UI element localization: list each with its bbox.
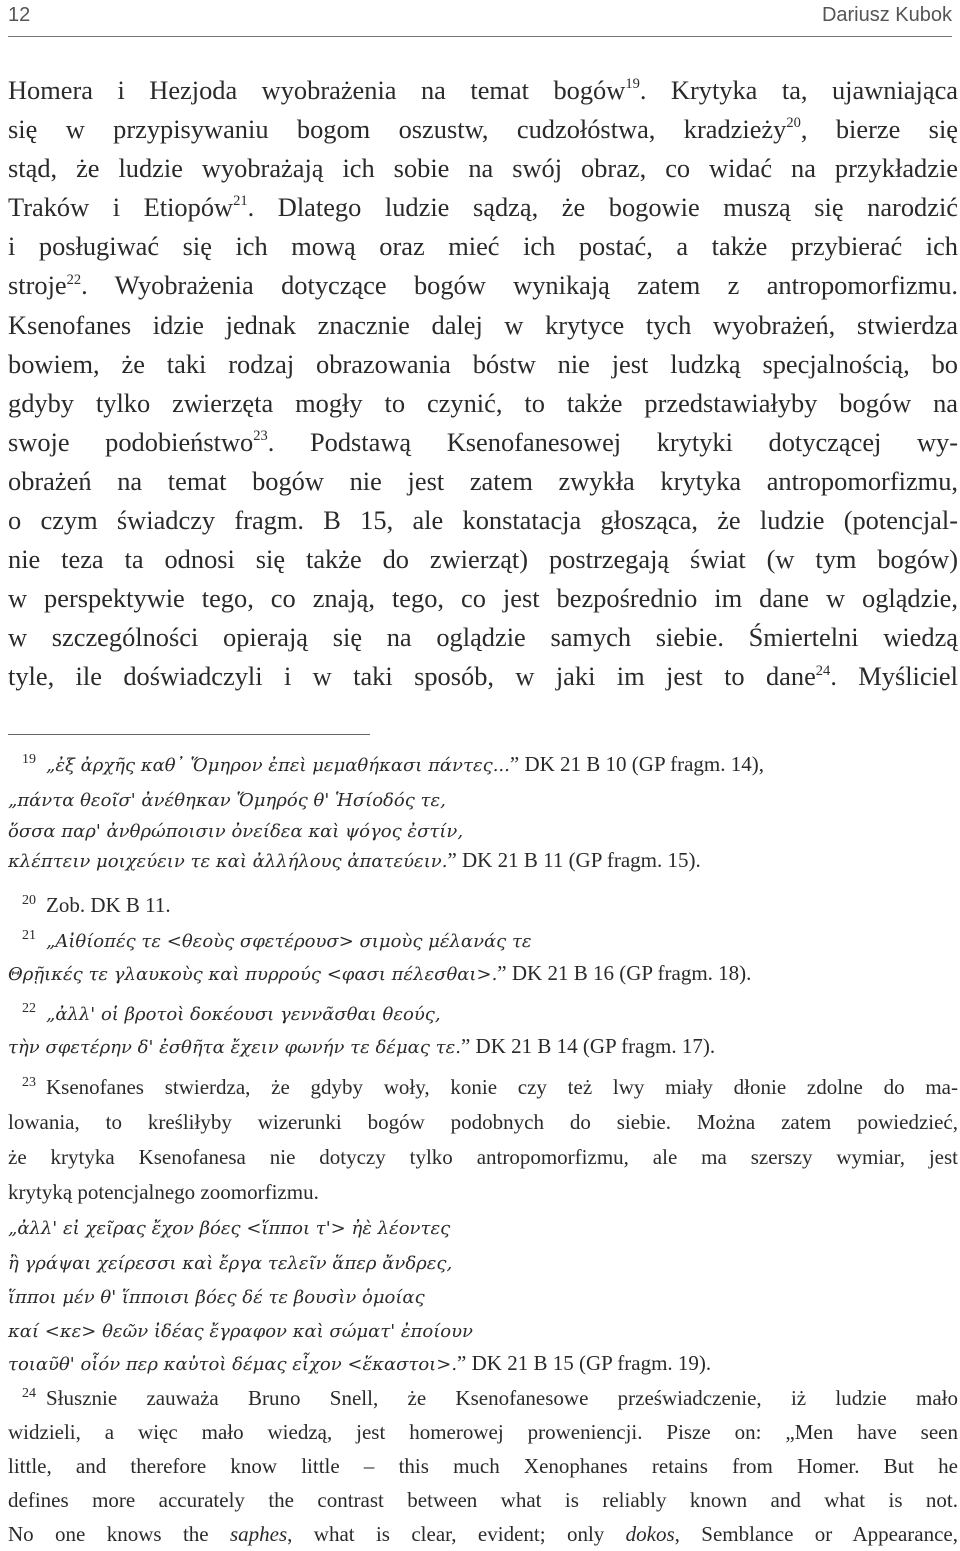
footnote-line bbox=[8, 1250, 452, 1275]
footnote-ref[interactable]: 22 bbox=[66, 271, 82, 288]
footnote-ref[interactable]: 24 bbox=[815, 662, 831, 679]
footnote-number: 23 bbox=[22, 1075, 36, 1091]
footnote-line bbox=[8, 1318, 473, 1343]
footnote-ref[interactable]: 23 bbox=[253, 427, 268, 444]
page-number: 12 bbox=[8, 4, 31, 26]
footnote-line: 24 Słusznie zauważa Bruno Snell, że Ksenofanesowe przeświadczenie, iż ludzie mało bbox=[22, 1386, 958, 1410]
greek-quote: „ἀλλ' εἰ χεῖρας ἔχον βόες <ἵπποι τ'> ἠὲ λέοντες bbox=[8, 1218, 451, 1239]
footnote-line: κλέπτειν μοιχεύειν τε καὶ ἀλλήλους ἀπατεύειν.” DK 21 B 11 (GP fragm. 15). bbox=[8, 848, 701, 872]
greek-quote: τὴν σφετέρην δ' ἐσθῆτα ἔχειν φωνήν τε δέμας τε. bbox=[8, 1037, 461, 1058]
footnote-number: 24 bbox=[22, 1386, 36, 1402]
running-head-author: Dariusz Kubok bbox=[821, 4, 952, 26]
greek-quote: καί <κε> θεῶν ἰδέας ἔγραφον καὶ σώματ' ἐποίουν bbox=[8, 1321, 473, 1342]
greek-quote: „Αἰθίοπές τε <θεοὺς σφετέρουσ> σιμοὺς μέλανάς τε bbox=[46, 931, 532, 952]
body-line: swoje podobieństwo$^{23}$. Podstawą Ksenofanesowej krytyki dotyczącej wy- bbox=[8, 426, 959, 457]
greek-quote: „ἐξ ἀρχῆς καθ᾽ Ὅμηρον ἐπεὶ μεμαθήκασι πάντες... bbox=[46, 755, 510, 776]
body-line: obrażeń na temat bogów nie jest zatem zwykła krytyka antropomorfizmu, bbox=[8, 465, 958, 496]
footnote-line: τοιαῦθ' οἷόν περ καὐτοὶ δέμας εἶχον <ἕκαστοι>.” DK 21 B 15 (GP fragm. 19). bbox=[8, 1351, 712, 1375]
body-line: Ksenofanes idzie jednak znacznie dalej w krytyce tych wyobrażeń, stwierdza bbox=[8, 309, 958, 340]
greek-quote: ἢ γράψαι χείρεσσι καὶ ἔργα τελεῖν ἅπερ ἄνδρες, bbox=[8, 1253, 453, 1274]
running-header bbox=[8, 0, 952, 38]
footnote-line bbox=[8, 1001, 441, 1026]
footnote-line bbox=[8, 1215, 450, 1240]
greek-quote: Θρῇικές τε γλαυκοὺς καὶ πυρρούς <φασι πέλεσθαι>. bbox=[8, 964, 498, 985]
footnote-ref[interactable]: 20 bbox=[786, 115, 801, 132]
footnote-number: 20 bbox=[22, 893, 36, 909]
footnote-line bbox=[8, 818, 463, 843]
body-line: stąd, że ludzie wyobrażają ich sobie na swój obraz, co widać na przykładzie bbox=[8, 153, 958, 184]
body-line: Traków i Etiopów$^{21}$. Dlatego ludzie sądzą, że bogowie muszą się narodzić bbox=[8, 192, 958, 223]
body-line: i posługiwać się ich mową oraz mieć ich postać, a także przybierać ich bbox=[8, 231, 958, 262]
footnote-separator bbox=[8, 734, 370, 735]
footnote-line bbox=[8, 928, 532, 953]
footnote-line: Θρῇικές τε γλαυκοὺς καὶ πυρρούς <φασι πέλεσθαι>.” DK 21 B 16 (GP fragm. 18). bbox=[8, 961, 752, 985]
footnote-line: 20 Zob. DK B 11. bbox=[22, 893, 171, 917]
body-line: nie teza ta odnosi się także do zwierząt) postrzegają świat (w tym bogów) bbox=[8, 544, 958, 575]
footnote-line: τὴν σφετέρην δ' ἐσθῆτα ἔχειν φωνήν τε δέμας τε.” DK 21 B 14 (GP fragm. 17). bbox=[8, 1034, 716, 1058]
body-line: w perspektywie tego, co znają, tego, co jest bezpośrednio im dane w oglądzie, bbox=[8, 583, 958, 614]
body-line: stroje$^{22}$. Wyobrażenia dotyczące bogów wynikają zatem z antropomorfizmu. bbox=[8, 270, 958, 301]
greek-quote: „ἀλλ' οἱ βροτοὶ δοκέουσι γεννᾶσθαι θεούς, bbox=[46, 1004, 441, 1025]
footnote-number: 22 bbox=[22, 1001, 36, 1017]
footnote-ref[interactable]: 19 bbox=[625, 76, 640, 93]
body-line: w szczególności opierają się na oglądzie samych siebie. Śmiertelni wiedzą bbox=[8, 622, 958, 653]
footnote-number: 19 bbox=[22, 752, 36, 768]
footnote-line: No one knows the saphes, what is clear, evident; only dokos, Semblance or Appearance, bbox=[8, 1522, 959, 1546]
body-line: Homera i Hezjoda wyobrażenia na temat bogów$^{19}$. Krytyka ta, ujawniająca bbox=[8, 75, 958, 105]
greek-quote: ἵπποι μέν θ' ἵπποισι βόες δέ τε βουσὶν ὁμοίας bbox=[8, 1287, 425, 1308]
footnote-line: 23 Ksenofanes stwierdza, że gdyby woły, konie czy też lwy miały dłonie zdolne do ma- bbox=[22, 1075, 958, 1099]
body-line: o czym świadczy fragm. B 15, ale konstatacja głosząca, że ludzie (potencjal- bbox=[8, 505, 958, 536]
footnote-number: 21 bbox=[22, 928, 36, 944]
footnote-line bbox=[8, 787, 446, 812]
footnote-line: lowania, to kreśliłyby wizerunki bogów podobnych do siebie. Można zatem powiedzieć, bbox=[8, 1110, 958, 1134]
greek-quote: „πάντα θεοῖσ' ἀνέθηκαν Ὅμηρός θ' Ἡσίοδός τε, bbox=[8, 790, 446, 811]
footnote-line bbox=[8, 1284, 425, 1309]
footnote-line: defines more accurately the contrast between what is reliably known and what is not. bbox=[8, 1488, 958, 1512]
body-line: tyle, ile doświadczyli i w taki sposób, w jaki im jest to dane$^{24}$. Myśliciel bbox=[8, 661, 958, 692]
italic-term: saphes bbox=[229, 1522, 288, 1546]
footnote-line: widzieli, a więc mało wiedzą, jest homerowej proweniencji. Pisze on: „Men have seen bbox=[8, 1420, 958, 1444]
greek-quote: ὅσσα παρ' ἀνθρώποισιν ὀνείδεα καὶ ψόγος ἐστίν, bbox=[8, 821, 464, 842]
footnote-line: 19 „ἐξ ἀρχῆς καθ᾽ Ὅμηρον ἐπεὶ μεμαθήκασι πάντες...” DK 21 B 10 (GP fragm. 14), bbox=[22, 752, 764, 776]
greek-quote: κλέπτειν μοιχεύειν τε καὶ ἀλλήλους ἀπατεύειν. bbox=[8, 851, 448, 872]
body-line: gdyby tylko zwierzęta mogły to czynić, to także przedstawiałyby bogów na bbox=[8, 387, 958, 418]
body-line: bowiem, że taki rodzaj obrazowania bóstw nie jest ludzką specjalnością, bo bbox=[8, 348, 958, 379]
footnote-line: że krytyka Ksenofanesa nie dotyczy tylko antropomorfizmu, ale ma szerszy wymiar, jest bbox=[8, 1145, 958, 1169]
header-rule bbox=[8, 36, 952, 37]
body-line: się w przypisywaniu bogom oszustw, cudzołóstwa, kradzieży$^{20}$, bierze się bbox=[8, 114, 958, 145]
footnote-line: little, and therefore know little – this much Xenophanes retains from Homer. But he bbox=[8, 1454, 958, 1478]
footnote-ref[interactable]: 21 bbox=[233, 193, 248, 210]
italic-term: dokos bbox=[625, 1522, 675, 1546]
body-text bbox=[8, 71, 958, 697]
greek-quote: τοιαῦθ' οἷόν περ καὐτοὶ δέμας εἶχον <ἕκαστοι>. bbox=[8, 1354, 458, 1375]
footnote-line: krytyką potencjalnego zoomorfizmu. bbox=[8, 1180, 319, 1204]
